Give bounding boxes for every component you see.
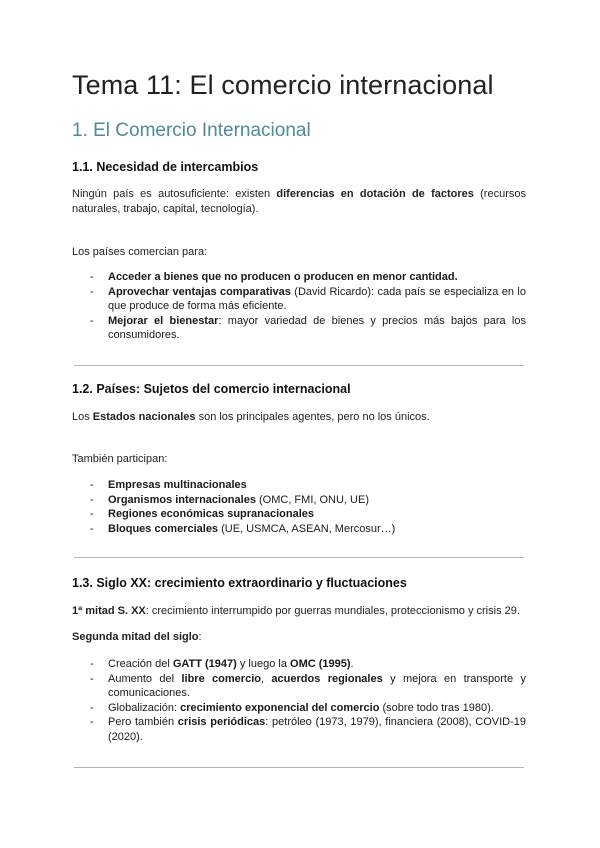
- list-item-text: [108, 702, 494, 714]
- list-item-text: [108, 716, 526, 743]
- text: ,: [260, 672, 272, 685]
- bold-text: Empresas multinacionales: [108, 479, 247, 491]
- bullet-marker: -: [90, 716, 94, 728]
- bullet-marker: -: [90, 508, 94, 520]
- list-item: [90, 507, 526, 522]
- bold-text: Mejorar el bienestar: [108, 314, 219, 327]
- bold-text: Aprovechar ventajas comparativas: [108, 285, 291, 298]
- subsection-heading-1-2: 1.2. Países: Sujetos del comercio internacional: [72, 382, 351, 396]
- subsection-heading-1-1: 1.1. Necesidad de intercambios: [72, 160, 259, 174]
- bullet-marker: -: [90, 314, 94, 327]
- bullet-marker: -: [90, 271, 94, 283]
- text: y luego la: [236, 658, 291, 670]
- bold-text: Regiones económicas supranacionales: [108, 508, 315, 520]
- text: Creación del: [108, 658, 173, 670]
- text: (recursos naturales, trabajo, capital, tecnología).: [72, 188, 526, 215]
- text: :: [198, 631, 202, 643]
- text: son los principales agentes, pero no los únicos.: [195, 411, 430, 423]
- bullet-marker: -: [90, 701, 94, 714]
- list-item: [90, 672, 526, 701]
- bold-text: 1ª mitad S. XX: [72, 605, 146, 617]
- bullet-marker: -: [90, 285, 94, 298]
- list-item: [90, 715, 526, 744]
- paragraph-first-half: [72, 604, 526, 619]
- list-item: [90, 701, 526, 716]
- list-item-text: [108, 673, 526, 700]
- text: : mayor variedad de bienes y precios más bajos para los consumidores.: [108, 314, 526, 341]
- paragraph-participants: También participan:: [72, 453, 168, 465]
- paragraph-states: [72, 410, 526, 425]
- text: (UE, USMCA, ASEAN, Mercosur…): [218, 522, 396, 535]
- list-reasons: [90, 270, 526, 343]
- paragraph-second-half: [72, 630, 526, 645]
- divider: [74, 767, 524, 768]
- bullet-marker: -: [90, 493, 94, 506]
- bold-text: Estados nacionales: [92, 411, 196, 423]
- bold-text: GATT (1947): [172, 658, 237, 670]
- list-item: [90, 270, 526, 285]
- divider: [74, 365, 524, 366]
- text: y mejora en transporte y comunicaciones.: [108, 672, 526, 699]
- bold-text: crecimiento exponencial del comercio: [180, 701, 380, 714]
- divider: [74, 557, 524, 558]
- text: (OMC, FMI, ONU, UE): [255, 493, 369, 506]
- text: (David Ricardo): cada país se especializa en lo que produce de forma más eficiente.: [108, 285, 526, 312]
- bold-text: Organismos internacionales: [108, 493, 256, 506]
- text: (sobre todo tras 1980).: [379, 701, 494, 714]
- paragraph-intro-list: Los países comercian para:: [72, 246, 208, 258]
- text: Ningún país es autosuficiente: existen: [72, 188, 277, 200]
- text: Aumento del: [108, 672, 182, 685]
- bullet-marker: -: [90, 479, 94, 491]
- list-second-half: [90, 657, 526, 744]
- list-item: [90, 522, 526, 537]
- bold-text: Bloques comerciales: [108, 522, 219, 535]
- text: Pero también: [108, 716, 178, 728]
- bold-text: Segunda mitad del siglo: [72, 631, 199, 643]
- paragraph-factors: [72, 187, 526, 217]
- text: : petróleo (1973, 1979), financiera (2008), COVID-19 (2020).: [108, 716, 527, 743]
- bold-text: crisis periódicas: [177, 716, 266, 728]
- text: Globalización:: [108, 701, 181, 714]
- section-heading: 1. El Comercio Internacional: [72, 120, 311, 141]
- text: : crecimiento interrumpido por guerras mundiales, proteccionismo y crisis 29.: [145, 605, 520, 617]
- text: Los: [72, 411, 93, 423]
- page-title: Tema 11: El comercio internacional: [72, 70, 494, 100]
- text: .: [350, 658, 354, 670]
- bold-text: acuerdos regionales: [271, 672, 383, 685]
- subsection-heading-1-3: 1.3. Siglo XX: crecimiento extraordinario y fluctuaciones: [72, 576, 407, 590]
- bold-text: diferencias en dotación de factores: [276, 188, 474, 200]
- list-item: [90, 314, 526, 343]
- bold-text: Acceder a bienes que no producen o producen en menor cantidad.: [108, 271, 458, 283]
- list-participants: [90, 478, 526, 536]
- bold-text: OMC (1995): [290, 658, 351, 670]
- list-item: [90, 493, 526, 508]
- bullet-marker: -: [90, 522, 94, 535]
- bold-text: libre comercio: [181, 672, 261, 685]
- bullet-marker: -: [90, 672, 94, 685]
- list-item: [90, 285, 526, 314]
- list-item: [90, 657, 526, 672]
- list-item-text: [108, 658, 354, 670]
- bullet-marker: -: [90, 658, 94, 670]
- list-item: [90, 478, 526, 493]
